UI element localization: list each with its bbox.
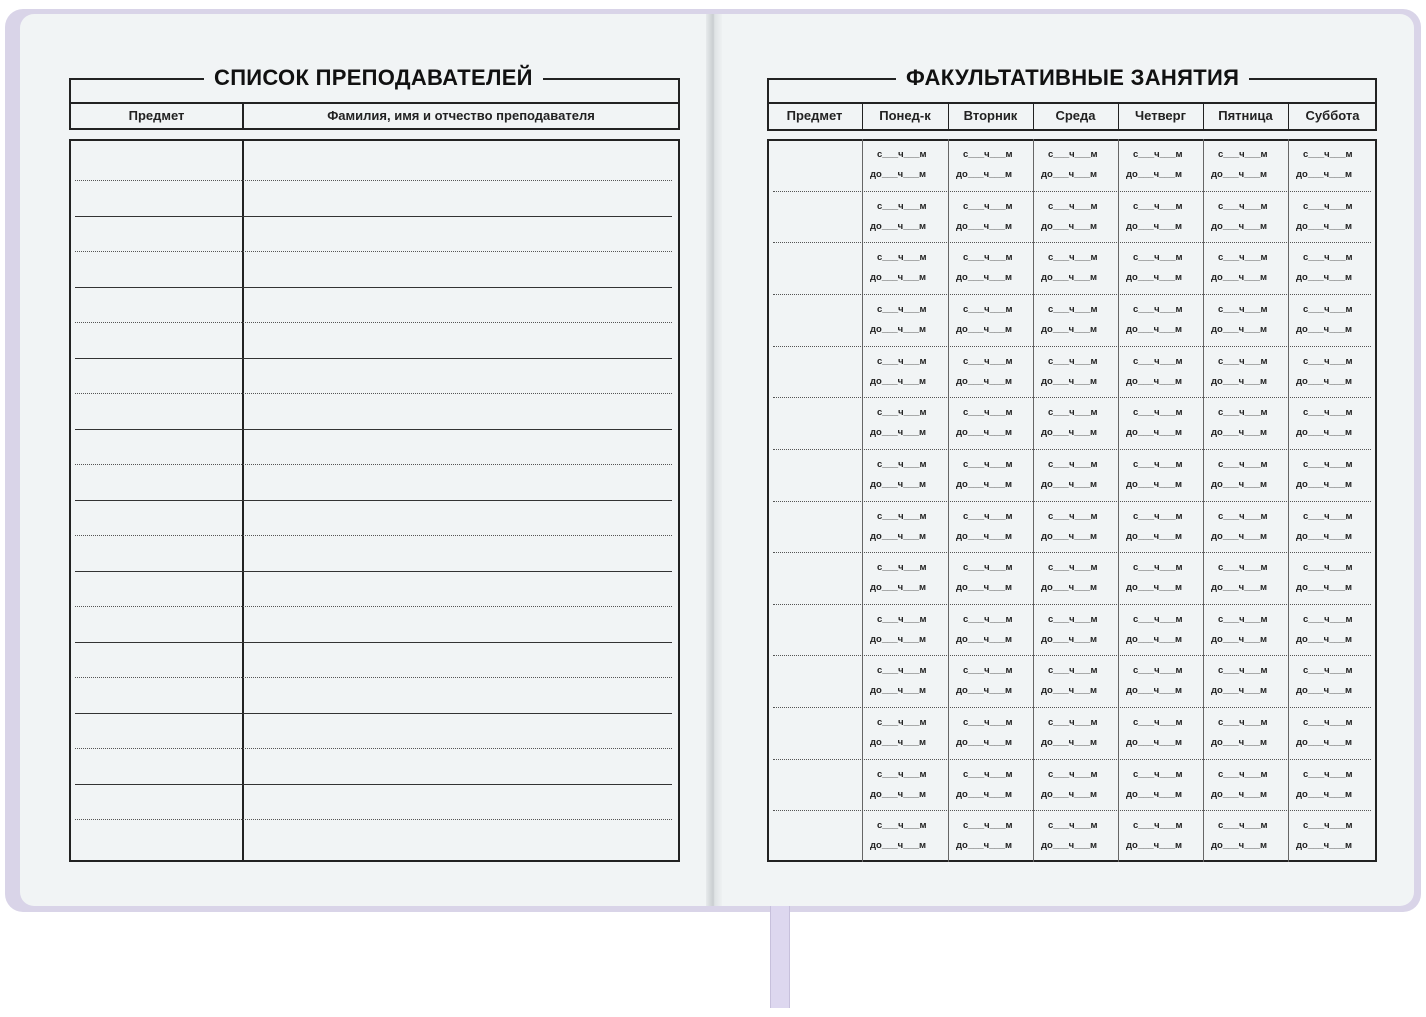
- teachers-header-divider: [69, 102, 680, 104]
- time-to-field[interactable]: до___ч___м: [1296, 582, 1353, 593]
- time-to-field[interactable]: до___ч___м: [1126, 221, 1183, 232]
- time-from-field[interactable]: с___ч___м: [1048, 511, 1098, 522]
- time-from-field[interactable]: с___ч___м: [1048, 149, 1098, 160]
- time-to-field[interactable]: до___ч___м: [1296, 169, 1353, 180]
- time-to-field[interactable]: до___ч___м: [1296, 685, 1353, 696]
- time-to-field[interactable]: до___ч___м: [1041, 479, 1098, 490]
- time-to-field[interactable]: до___ч___м: [870, 169, 927, 180]
- time-to-field[interactable]: до___ч___м: [1041, 789, 1098, 800]
- time-to-field[interactable]: до___ч___м: [1126, 582, 1183, 593]
- time-from-field[interactable]: с___ч___м: [1048, 356, 1098, 367]
- time-to-field[interactable]: до___ч___м: [1296, 737, 1353, 748]
- time-to-field[interactable]: до___ч___м: [956, 789, 1013, 800]
- time-to-field[interactable]: до___ч___м: [1041, 169, 1098, 180]
- time-from-field[interactable]: с___ч___м: [1133, 407, 1183, 418]
- teachers-col-fullname: Фамилия, имя и отчество преподавателя: [327, 108, 595, 123]
- time-to-field[interactable]: до___ч___м: [956, 685, 1013, 696]
- electives-col-head: Предмет: [786, 108, 843, 123]
- time-to-field[interactable]: до___ч___м: [956, 221, 1013, 232]
- time-from-field[interactable]: с___ч___м: [1048, 614, 1098, 625]
- time-to-field[interactable]: до___ч___м: [956, 737, 1013, 748]
- time-from-field[interactable]: с___ч___м: [1048, 820, 1098, 831]
- time-from-field[interactable]: с___ч___м: [877, 511, 927, 522]
- time-to-field[interactable]: до___ч___м: [1041, 737, 1098, 748]
- teachers-row-rule: [75, 677, 672, 678]
- time-to-field[interactable]: до___ч___м: [870, 324, 927, 335]
- time-to-field[interactable]: до___ч___м: [1296, 479, 1353, 490]
- time-to-field[interactable]: до___ч___м: [1211, 789, 1268, 800]
- time-from-field[interactable]: с___ч___м: [1303, 769, 1353, 780]
- time-to-field[interactable]: до___ч___м: [956, 169, 1013, 180]
- time-to-field[interactable]: до___ч___м: [1296, 531, 1353, 542]
- time-from-field[interactable]: с___ч___м: [963, 562, 1013, 573]
- time-from-field[interactable]: с___ч___м: [963, 407, 1013, 418]
- time-to-field[interactable]: до___ч___м: [870, 634, 927, 645]
- electives-header-col-divider: [1203, 102, 1204, 131]
- time-to-field[interactable]: до___ч___м: [1041, 634, 1098, 645]
- time-from-field[interactable]: с___ч___м: [963, 665, 1013, 676]
- time-from-field[interactable]: с___ч___м: [1133, 614, 1183, 625]
- electives-row-rule: [773, 707, 1371, 708]
- time-from-field[interactable]: с___ч___м: [1048, 562, 1098, 573]
- time-to-field[interactable]: до___ч___м: [1296, 427, 1353, 438]
- time-from-field[interactable]: с___ч___м: [1218, 614, 1268, 625]
- time-to-field[interactable]: до___ч___м: [1211, 324, 1268, 335]
- time-from-field[interactable]: с___ч___м: [963, 356, 1013, 367]
- time-to-field[interactable]: до___ч___м: [1296, 634, 1353, 645]
- time-to-field[interactable]: до___ч___м: [1211, 376, 1268, 387]
- time-to-field[interactable]: до___ч___м: [1041, 427, 1098, 438]
- electives-row-rule: [773, 810, 1371, 811]
- time-from-field[interactable]: с___ч___м: [877, 356, 927, 367]
- electives-row-rule: [773, 294, 1371, 295]
- time-from-field[interactable]: с___ч___м: [1303, 201, 1353, 212]
- time-to-field[interactable]: до___ч___м: [956, 376, 1013, 387]
- time-to-field[interactable]: до___ч___м: [956, 634, 1013, 645]
- time-from-field[interactable]: с___ч___м: [1133, 820, 1183, 831]
- time-from-field[interactable]: с___ч___м: [1133, 149, 1183, 160]
- electives-header-divider: [767, 102, 1377, 104]
- teachers-row-rule: [75, 819, 672, 820]
- time-from-field[interactable]: с___ч___м: [1048, 201, 1098, 212]
- time-from-field[interactable]: с___ч___м: [877, 304, 927, 315]
- time-to-field[interactable]: до___ч___м: [956, 272, 1013, 283]
- time-to-field[interactable]: до___ч___м: [1126, 737, 1183, 748]
- time-to-field[interactable]: до___ч___м: [1211, 685, 1268, 696]
- time-from-field[interactable]: с___ч___м: [1133, 562, 1183, 573]
- time-to-field[interactable]: до___ч___м: [870, 376, 927, 387]
- time-to-field[interactable]: до___ч___м: [1041, 324, 1098, 335]
- time-to-field[interactable]: до___ч___м: [870, 272, 927, 283]
- time-to-field[interactable]: до___ч___м: [1041, 582, 1098, 593]
- electives-col-head: Пятница: [1218, 108, 1273, 123]
- time-from-field[interactable]: с___ч___м: [877, 252, 927, 263]
- time-from-field[interactable]: с___ч___м: [1303, 511, 1353, 522]
- time-from-field[interactable]: с___ч___м: [1133, 665, 1183, 676]
- electives-header-col-divider: [1288, 102, 1289, 131]
- time-to-field[interactable]: до___ч___м: [1126, 376, 1183, 387]
- teachers-row-rule: [75, 500, 672, 501]
- electives-col-head: Среда: [1055, 108, 1096, 123]
- teachers-row-rule: [75, 358, 672, 359]
- time-to-field[interactable]: до___ч___м: [1126, 634, 1183, 645]
- electives-header-col-divider: [1033, 102, 1034, 131]
- time-to-field[interactable]: до___ч___м: [1041, 376, 1098, 387]
- teachers-row-rule: [75, 216, 672, 217]
- time-from-field[interactable]: с___ч___м: [1218, 820, 1268, 831]
- time-from-field[interactable]: с___ч___м: [1303, 304, 1353, 315]
- time-to-field[interactable]: до___ч___м: [1211, 582, 1268, 593]
- teachers-row-rule: [75, 535, 672, 536]
- time-from-field[interactable]: с___ч___м: [1048, 769, 1098, 780]
- teachers-row-rule: [75, 784, 672, 785]
- time-to-field[interactable]: до___ч___м: [870, 737, 927, 748]
- time-from-field[interactable]: с___ч___м: [1218, 407, 1268, 418]
- electives-col-head: Четверг: [1135, 108, 1186, 123]
- electives-row-rule: [773, 552, 1371, 553]
- electives-row-rule: [773, 501, 1371, 502]
- time-from-field[interactable]: с___ч___м: [1218, 252, 1268, 263]
- time-from-field[interactable]: с___ч___м: [1048, 459, 1098, 470]
- electives-row-rule: [773, 604, 1371, 605]
- time-from-field[interactable]: с___ч___м: [877, 201, 927, 212]
- time-to-field[interactable]: до___ч___м: [1211, 221, 1268, 232]
- time-from-field[interactable]: с___ч___м: [1218, 717, 1268, 728]
- electives-row-rule: [773, 397, 1371, 398]
- time-to-field[interactable]: до___ч___м: [956, 479, 1013, 490]
- time-to-field[interactable]: до___ч___м: [1211, 427, 1268, 438]
- time-from-field[interactable]: с___ч___м: [963, 820, 1013, 831]
- electives-row-rule: [773, 346, 1371, 347]
- time-from-field[interactable]: с___ч___м: [877, 665, 927, 676]
- time-from-field[interactable]: с___ч___м: [1303, 459, 1353, 470]
- electives-row-rule: [773, 759, 1371, 760]
- time-from-field[interactable]: с___ч___м: [877, 459, 927, 470]
- time-to-field[interactable]: до___ч___м: [1126, 427, 1183, 438]
- time-from-field[interactable]: с___ч___м: [1218, 459, 1268, 470]
- time-from-field[interactable]: с___ч___м: [1133, 511, 1183, 522]
- ribbon-bookmark: [770, 905, 790, 1008]
- time-to-field[interactable]: до___ч___м: [1041, 840, 1098, 851]
- time-to-field[interactable]: до___ч___м: [1211, 169, 1268, 180]
- time-to-field[interactable]: до___ч___м: [1296, 840, 1353, 851]
- time-to-field[interactable]: до___ч___м: [870, 479, 927, 490]
- teachers-row-rule: [75, 393, 672, 394]
- time-to-field[interactable]: до___ч___м: [1211, 634, 1268, 645]
- time-to-field[interactable]: до___ч___м: [1041, 685, 1098, 696]
- electives-row-rule: [773, 449, 1371, 450]
- time-to-field[interactable]: до___ч___м: [956, 531, 1013, 542]
- electives-col-head: Понед-к: [879, 108, 931, 123]
- time-from-field[interactable]: с___ч___м: [877, 149, 927, 160]
- time-to-field[interactable]: до___ч___м: [1126, 479, 1183, 490]
- teachers-list-title: СПИСОК ПРЕПОДАВАТЕЛЕЙ: [204, 65, 543, 91]
- teachers-row-rule: [75, 429, 672, 430]
- spine-fold: [706, 14, 722, 906]
- time-to-field[interactable]: до___ч___м: [1126, 531, 1183, 542]
- time-to-field[interactable]: до___ч___м: [870, 685, 927, 696]
- time-to-field[interactable]: до___ч___м: [1211, 479, 1268, 490]
- time-from-field[interactable]: с___ч___м: [877, 717, 927, 728]
- electives-header-col-divider: [862, 102, 863, 131]
- time-to-field[interactable]: до___ч___м: [1211, 737, 1268, 748]
- time-from-field[interactable]: с___ч___м: [877, 614, 927, 625]
- time-from-field[interactable]: с___ч___м: [1303, 407, 1353, 418]
- time-to-field[interactable]: до___ч___м: [1041, 531, 1098, 542]
- time-to-field[interactable]: до___ч___м: [956, 427, 1013, 438]
- electives-title: ФАКУЛЬТАТИВНЫЕ ЗАНЯТИЯ: [896, 65, 1249, 91]
- time-from-field[interactable]: с___ч___м: [1048, 252, 1098, 263]
- time-to-field[interactable]: до___ч___м: [870, 789, 927, 800]
- time-from-field[interactable]: с___ч___м: [1218, 304, 1268, 315]
- time-to-field[interactable]: до___ч___м: [1041, 221, 1098, 232]
- time-from-field[interactable]: с___ч___м: [1133, 769, 1183, 780]
- time-from-field[interactable]: с___ч___м: [1133, 717, 1183, 728]
- time-from-field[interactable]: с___ч___м: [1218, 769, 1268, 780]
- time-from-field[interactable]: с___ч___м: [963, 769, 1013, 780]
- time-to-field[interactable]: до___ч___м: [1296, 272, 1353, 283]
- time-to-field[interactable]: до___ч___м: [1296, 789, 1353, 800]
- time-to-field[interactable]: до___ч___м: [1126, 685, 1183, 696]
- time-from-field[interactable]: с___ч___м: [877, 769, 927, 780]
- time-to-field[interactable]: до___ч___м: [1041, 272, 1098, 283]
- time-from-field[interactable]: с___ч___м: [1048, 717, 1098, 728]
- time-from-field[interactable]: с___ч___м: [1303, 252, 1353, 263]
- electives-header-col-divider: [1118, 102, 1119, 131]
- teachers-row-rule: [75, 606, 672, 607]
- teachers-row-rule: [75, 180, 672, 181]
- time-to-field[interactable]: до___ч___м: [1126, 789, 1183, 800]
- time-to-field[interactable]: до___ч___м: [1126, 169, 1183, 180]
- time-to-field[interactable]: до___ч___м: [1126, 272, 1183, 283]
- time-from-field[interactable]: с___ч___м: [1133, 201, 1183, 212]
- time-from-field[interactable]: с___ч___м: [1303, 562, 1353, 573]
- time-from-field[interactable]: с___ч___м: [1048, 304, 1098, 315]
- time-from-field[interactable]: с___ч___м: [1048, 665, 1098, 676]
- time-to-field[interactable]: до___ч___м: [870, 531, 927, 542]
- teachers-row-rule: [75, 642, 672, 643]
- teachers-row-rule: [75, 287, 672, 288]
- time-from-field[interactable]: с___ч___м: [1218, 562, 1268, 573]
- time-from-field[interactable]: с___ч___м: [1218, 511, 1268, 522]
- time-from-field[interactable]: с___ч___м: [1133, 459, 1183, 470]
- time-to-field[interactable]: до___ч___м: [1296, 324, 1353, 335]
- time-to-field[interactable]: до___ч___м: [870, 582, 927, 593]
- time-to-field[interactable]: до___ч___м: [1211, 531, 1268, 542]
- time-from-field[interactable]: с___ч___м: [1303, 614, 1353, 625]
- time-to-field[interactable]: до___ч___м: [956, 324, 1013, 335]
- time-from-field[interactable]: с___ч___м: [1303, 820, 1353, 831]
- teachers-row-rule: [75, 322, 672, 323]
- time-from-field[interactable]: с___ч___м: [963, 252, 1013, 263]
- time-from-field[interactable]: с___ч___м: [1218, 665, 1268, 676]
- time-to-field[interactable]: до___ч___м: [870, 840, 927, 851]
- time-from-field[interactable]: с___ч___м: [1133, 356, 1183, 367]
- time-from-field[interactable]: с___ч___м: [1303, 665, 1353, 676]
- time-from-field[interactable]: с___ч___м: [1048, 407, 1098, 418]
- time-from-field[interactable]: с___ч___м: [1218, 149, 1268, 160]
- teachers-row-rule: [75, 251, 672, 252]
- time-from-field[interactable]: с___ч___м: [1218, 356, 1268, 367]
- teachers-row-rule: [75, 464, 672, 465]
- teachers-row-rule: [75, 748, 672, 749]
- time-from-field[interactable]: с___ч___м: [1218, 201, 1268, 212]
- time-from-field[interactable]: с___ч___м: [963, 511, 1013, 522]
- time-to-field[interactable]: до___ч___м: [956, 582, 1013, 593]
- time-from-field[interactable]: с___ч___м: [877, 407, 927, 418]
- time-from-field[interactable]: с___ч___м: [1303, 356, 1353, 367]
- electives-row-rule: [773, 655, 1371, 656]
- time-to-field[interactable]: до___ч___м: [1296, 376, 1353, 387]
- electives-row-rule: [773, 242, 1371, 243]
- time-to-field[interactable]: до___ч___м: [1126, 840, 1183, 851]
- time-to-field[interactable]: до___ч___м: [1211, 272, 1268, 283]
- time-from-field[interactable]: с___ч___м: [877, 562, 927, 573]
- time-from-field[interactable]: с___ч___м: [963, 201, 1013, 212]
- electives-row-rule: [773, 191, 1371, 192]
- electives-header-col-divider: [948, 102, 949, 131]
- time-from-field[interactable]: с___ч___м: [963, 614, 1013, 625]
- time-to-field[interactable]: до___ч___м: [956, 840, 1013, 851]
- time-from-field[interactable]: с___ч___м: [963, 149, 1013, 160]
- electives-col-head: Вторник: [963, 108, 1018, 123]
- time-to-field[interactable]: до___ч___м: [1126, 324, 1183, 335]
- time-from-field[interactable]: с___ч___м: [1303, 717, 1353, 728]
- electives-col-head: Суббота: [1305, 108, 1360, 123]
- time-from-field[interactable]: с___ч___м: [1303, 149, 1353, 160]
- time-to-field[interactable]: до___ч___м: [1296, 221, 1353, 232]
- time-from-field[interactable]: с___ч___м: [1133, 252, 1183, 263]
- teachers-row-rule: [75, 571, 672, 572]
- time-to-field[interactable]: до___ч___м: [870, 427, 927, 438]
- time-to-field[interactable]: до___ч___м: [1211, 840, 1268, 851]
- time-from-field[interactable]: с___ч___м: [877, 820, 927, 831]
- time-from-field[interactable]: с___ч___м: [963, 304, 1013, 315]
- teachers-row-rule: [75, 713, 672, 714]
- time-from-field[interactable]: с___ч___м: [963, 459, 1013, 470]
- time-from-field[interactable]: с___ч___м: [1133, 304, 1183, 315]
- time-from-field[interactable]: с___ч___м: [963, 717, 1013, 728]
- time-to-field[interactable]: до___ч___м: [870, 221, 927, 232]
- teachers-col-subject: Предмет: [128, 108, 185, 123]
